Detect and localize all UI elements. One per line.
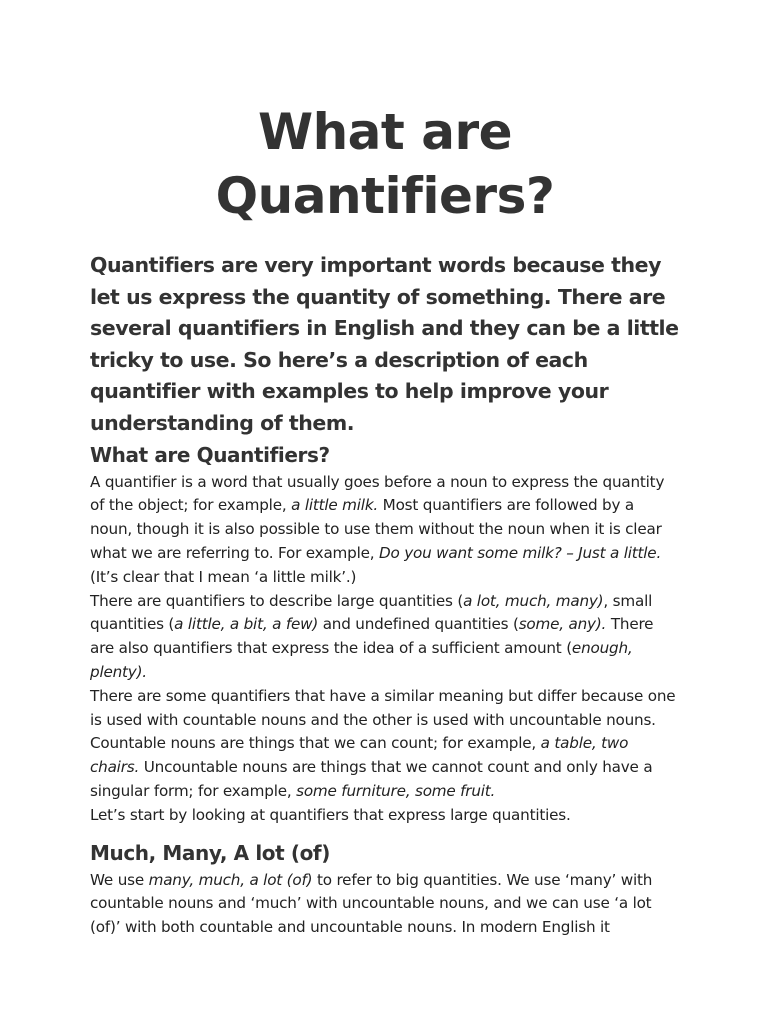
example-text: some, any). [518,615,607,634]
example-text: a little, a bit, a few) [174,615,319,634]
text-run: Uncountable nouns are things that we cannot count and only have a singular form; for example, [90,758,653,800]
example-text: Do you want some milk? – Just a little. [379,543,662,562]
text-run: to refer to big quantities. We use ‘many’ with countable nouns and ‘much’ with uncountable nouns, and we can use ‘a lot (of)’ with both countable and uncountable nouns. In modern English it [90,870,653,937]
section-heading-what-are-quantifiers: What are Quantifiers? [90,442,330,467]
text-run: (It’s clear that I mean ‘a little milk’.) [90,567,357,586]
text-run: Most quantifiers are followed by a noun, though it is also possible to use them without the noun when it is clear what we are referring to. For example, [90,496,662,562]
example-text: many, much, a lot (of) [148,870,313,889]
text-run: A quantifier is a word that usually goes before a noun to express the quantity of the object; for example, [90,472,665,515]
example-text: some furniture, some fruit. [296,781,496,800]
page-title: What are Quantifiers? [215,103,555,225]
text-run: , small quantities ( [90,591,653,634]
example-text: a table, two chairs. [90,734,629,777]
section-heading-much-many-a-lot: Much, Many, A lot (of) [90,840,330,865]
text-run: There are some quantifiers that have a similar meaning but differ because one is used with countable nouns and the other is used with uncountable nouns. Countable nouns are things that we can count; for example, [90,686,676,753]
example-text: enough, plenty). [90,639,633,681]
paragraph-much-many [90,869,680,940]
intro-paragraph: Quantifiers are very important words because they let us express the quantity of something. There are several quantifiers in English and they can be a little tricky to use. So here’s a description of each quantifier with examples to help improve your understanding of them. [90,253,679,435]
example-text: a lot, much, many) [463,591,604,610]
text-run: There are quantifiers to describe large quantities ( [90,591,464,610]
text-run: There are also quantifiers that express the idea of a sufficient amount ( [90,615,654,658]
paragraph-quantity-types [90,590,680,685]
text-run: We use [90,870,149,889]
text-run: and undefined quantities ( [318,615,519,634]
paragraph-definition [90,471,680,590]
paragraph-countable-uncountable [90,685,680,804]
example-text: a little milk. [291,496,379,515]
paragraph-lead-in: Let’s start by looking at quantifiers that express large quantities. [90,805,571,824]
